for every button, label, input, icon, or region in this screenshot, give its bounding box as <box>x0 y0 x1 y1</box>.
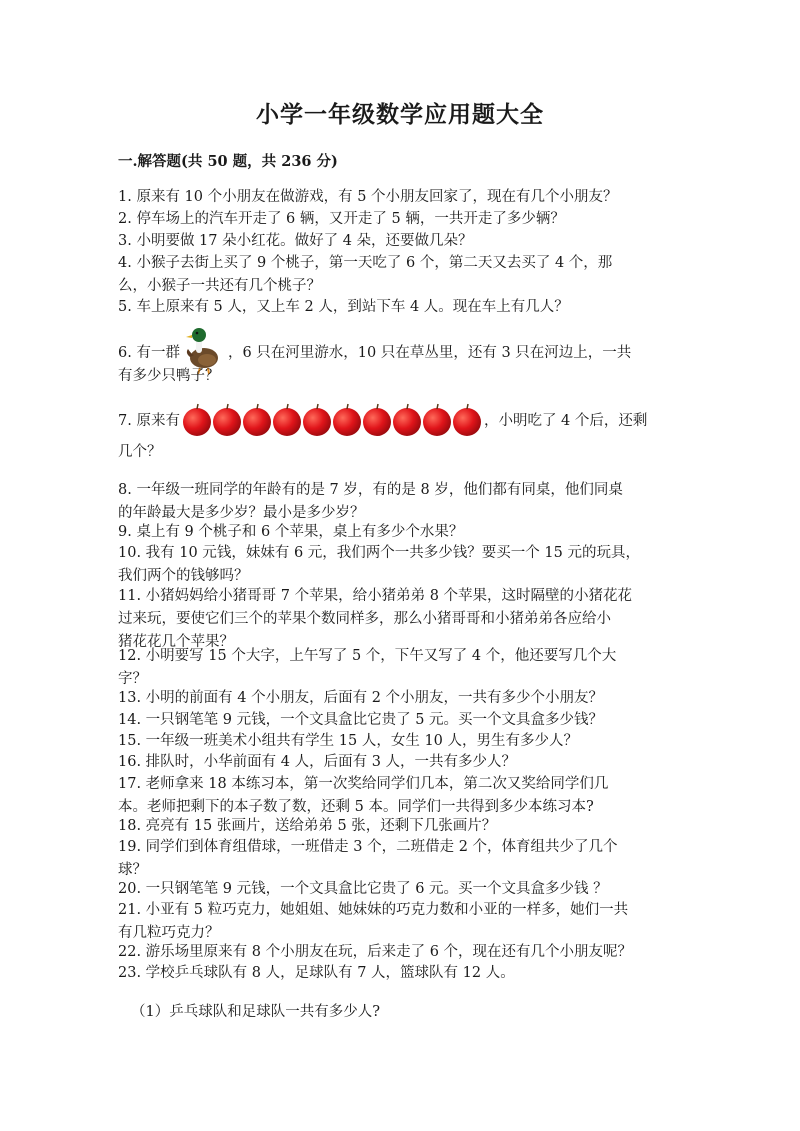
question-text: 1. 原来有 10 个小朋友在做游戏，有 5 个小朋友回家了，现在有几个小朋友？ <box>118 189 618 205</box>
page-title: 小学一年级数学应用题大全 <box>256 101 544 128</box>
question-9 <box>118 521 678 544</box>
question-text: 3. 小明要做 17 朵小红花。做好了 4 朵，还要做几朵？ <box>118 233 473 249</box>
question-text: 字？ <box>118 671 147 687</box>
question-text: 16. 排队时，小华前面有 4 人，后面有 3 人，一共有多少人？ <box>118 754 517 770</box>
section-heading: 一.解答题(共 50 题，共 236 分) <box>118 153 338 170</box>
question-13 <box>118 687 678 710</box>
sub-question-1: （1）乒乓球队和足球队一共有多少人? <box>131 1004 380 1020</box>
question-text: 15. 一年级一班美术小组共有学生 15 人，女生 10 人，男生有多少人？ <box>118 733 579 749</box>
question-20 <box>118 878 678 901</box>
question-4 <box>118 252 678 298</box>
question-text: 8. 一年级一班同学的年龄有的是 7 岁，有的是 8 岁，他们都有同桌，他们同桌 <box>118 482 623 498</box>
question-text: 11. 小猪妈妈给小猪哥哥 7 个苹果，给小猪弟弟 8 个苹果，这时隔壁的小猪花花 <box>118 588 633 604</box>
question-18 <box>118 815 678 838</box>
question-text: 猪花花几个苹果？ <box>118 634 234 650</box>
apple-icon <box>303 404 331 436</box>
question-12 <box>118 645 678 691</box>
question-1 <box>118 186 678 209</box>
question-text: 9. 桌上有 9 个桃子和 6 个苹果，桌上有多少个水果？ <box>118 524 464 540</box>
question-text: 球？ <box>118 862 147 878</box>
question-14 <box>118 709 678 732</box>
question-text: 17. 老师拿来 18 本练习本，第一次奖给同学们几本，第二次又奖给同学们几 <box>118 776 609 792</box>
question-23 <box>118 962 678 985</box>
question-text: 我们两个的钱够吗？ <box>118 568 249 584</box>
question-text: 21. 小亚有 5 粒巧克力，她姐姐、她妹妹的巧克力数和小亚的一样多，她们一共 <box>118 902 629 918</box>
question-6-cont <box>118 365 678 388</box>
question-22 <box>118 941 678 964</box>
question-text: 14. 一只钢笔笔 9 元钱，一个文具盒比它贵了 5 元。买一个文具盒多少钱？ <box>118 712 604 728</box>
apple-icon <box>363 404 391 436</box>
question-21 <box>118 899 678 945</box>
question-text: 有多少只鸭子？ <box>118 368 220 384</box>
apple-icon <box>423 404 451 436</box>
question-text: 2. 停车场上的汽车开走了 6 辆，又开走了 5 辆，一共开走了多少辆？ <box>118 211 565 227</box>
question-text: 23. 学校乒乓球队有 8 人，足球队有 7 人，篮球队有 12 人。 <box>118 965 515 981</box>
apple-icon <box>183 404 211 436</box>
apple-icon <box>333 404 361 436</box>
question-text: 20. 一只钢笔笔 9 元钱，一个文具盒比它贵了 6 元。买一个文具盒多少钱 ？ <box>118 881 608 897</box>
question-text: 10. 我有 10 元钱，妹妹有 6 元，我们两个一共多少钱？要买一个 15 元的玩具， <box>118 545 640 561</box>
question-7 <box>118 401 678 439</box>
question-text: 7. 原来有 <box>118 413 180 429</box>
question-text: 18. 亮亮有 15 张画片，送给弟弟 5 张，还剩下几张画片？ <box>118 818 497 834</box>
question-text: 么，小猴子一共还有几个桃子？ <box>118 278 321 294</box>
question-text: 19. 同学们到体育组借球，一班借走 3 个，二班借走 2 个，体育组共少了几个 <box>118 839 618 855</box>
question-text: 5. 车上原来有 5 人，又上车 2 人，到站下车 4 人。现在车上有几人？ <box>118 299 569 315</box>
question-text: 22. 游乐场里原来有 8 个小朋友在玩，后来走了 6 个，现在还有几个小朋友呢？ <box>118 944 633 960</box>
apples-image <box>182 401 482 439</box>
apple-icon <box>243 404 271 436</box>
question-text: 本。老师把剩下的本子数了数，还剩 5 本。同学们一共得到多少本练习本? <box>118 799 594 815</box>
apple-icon <box>393 404 421 436</box>
question-text: 有几粒巧克力？ <box>118 925 220 941</box>
question-text: 几个？ <box>118 444 162 460</box>
question-text: 13. 小明的前面有 4 个小朋友，后面有 2 个小朋友，一共有多少个小朋友？ <box>118 690 604 706</box>
apple-icon <box>213 404 241 436</box>
question-19 <box>118 836 678 882</box>
question-text: ，6 只在河里游水，10 只在草丛里，还有 3 只在河边上，一共 <box>227 345 632 361</box>
question-10 <box>118 542 678 588</box>
question-text: ，小明吃了 4 个后，还剩 <box>483 413 648 429</box>
question-17 <box>118 773 678 819</box>
question-text: 6. 有一群 <box>118 345 180 361</box>
question-text: 的年龄最大是多少岁？最小是多少岁？ <box>118 505 365 521</box>
question-7-cont <box>118 441 678 464</box>
question-text: 4. 小猴子去街上买了 9 个桃子，第一天吃了 6 个，第二天又去买了 4 个，那 <box>118 255 613 271</box>
question-5 <box>118 296 678 319</box>
question-16 <box>118 751 678 774</box>
question-text: 过来玩，要使它们三个的苹果个数同样多，那么小猪哥哥和小猪弟弟各应给小 <box>118 611 611 627</box>
apple-icon <box>453 404 481 436</box>
question-8 <box>118 479 678 525</box>
apple-icon <box>273 404 301 436</box>
question-11 <box>118 585 678 654</box>
question-15 <box>118 730 678 753</box>
question-3 <box>118 230 678 253</box>
question-2 <box>118 208 678 231</box>
question-text: 12. 小明要写 15 个大字，上午写了 5 个，下午又写了 4 个，他还要写几个大 <box>118 648 617 664</box>
